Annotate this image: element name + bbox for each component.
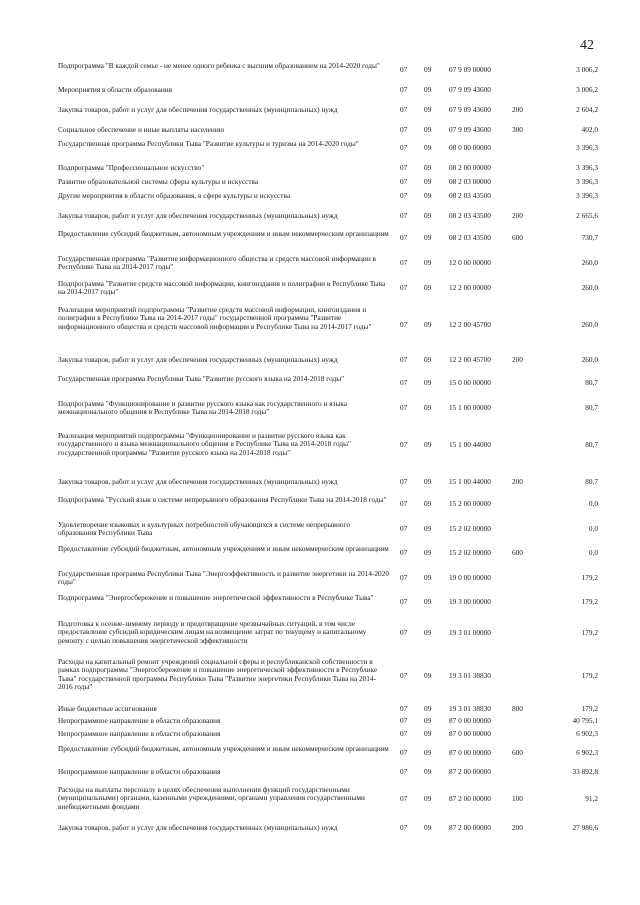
row-section: 07 xyxy=(400,125,408,134)
row-amount: 6 902,3 xyxy=(576,729,598,738)
row-name: Подпрограмма "Русский язык в системе непрерывного образования Республики Тыва на 2014-2018 годы" xyxy=(58,495,387,504)
row-target-code: 08 2 03 43500 xyxy=(449,233,491,242)
row-subsection: 09 xyxy=(424,65,432,74)
row-target-code: 07 9 09 00000 xyxy=(449,65,491,74)
row-section: 07 xyxy=(400,597,408,606)
row-section: 07 xyxy=(400,233,408,242)
row-amount: 2 604,2 xyxy=(576,105,598,114)
row-section: 07 xyxy=(400,477,408,486)
row-target-code: 87 2 00 00000 xyxy=(449,767,491,776)
row-section: 07 xyxy=(400,258,408,267)
row-subsection: 09 xyxy=(424,823,432,832)
row-target-code: 19 3 01 38830 xyxy=(449,704,491,713)
row-subsection: 09 xyxy=(424,729,432,738)
row-subsection: 09 xyxy=(424,524,432,533)
row-target-code: 08 2 03 43500 xyxy=(449,191,491,200)
row-name: Подпрограмма "Развитие средств массовой информации, книгоиздания и полиграфии в Республике Тыва на 2014-2017 годы" xyxy=(58,279,386,297)
row-subsection: 09 xyxy=(424,704,432,713)
row-target-code: 15 1 00 00000 xyxy=(449,403,491,412)
row-subsection: 09 xyxy=(424,440,432,449)
row-name: Закупка товаров, работ и услуг для обеспечения государственных (муниципальных) нужд xyxy=(58,105,338,114)
row-section: 07 xyxy=(400,320,408,329)
row-subsection: 09 xyxy=(424,143,432,152)
row-subsection: 09 xyxy=(424,794,432,803)
row-amount: 260,0 xyxy=(581,258,598,267)
row-amount: 3 396,3 xyxy=(576,177,598,186)
row-target-code: 15 0 00 00000 xyxy=(449,378,491,387)
row-amount: 3 396,3 xyxy=(576,143,598,152)
row-name: Предоставление субсидий бюджетным, автономным учреждениям и иным некоммерческим организациям xyxy=(58,744,389,753)
row-amount: 27 986,6 xyxy=(572,823,598,832)
row-target-code: 15 2 02 00000 xyxy=(449,524,491,533)
row-expense-type: 200 xyxy=(512,477,523,486)
row-amount: 179,2 xyxy=(581,628,598,637)
row-name: Закупка товаров, работ и услуг для обеспечения государственных (муниципальных) нужд xyxy=(58,355,338,364)
row-target-code: 08 2 03 00000 xyxy=(449,177,491,186)
row-subsection: 09 xyxy=(424,477,432,486)
row-name: Социальное обеспечение и иные выплаты населению xyxy=(58,125,225,134)
row-name: Расходы на выплаты персоналу в целях обеспечения выполнения функций государственными (муниципальными) органами, казенными учреждениями, органами управления государственными внебюджетными фондами xyxy=(58,785,365,811)
row-name: Непрограммное направление в области образования xyxy=(58,767,221,776)
row-name: Мероприятия в области образования xyxy=(58,85,172,94)
row-name: Государственная программа Республики Тыва "Развитие русского языка на 2014-2018 годы" xyxy=(58,374,345,383)
row-target-code: 19 3 00 00000 xyxy=(449,597,491,606)
row-section: 07 xyxy=(400,767,408,776)
row-target-code: 15 1 00 44000 xyxy=(449,440,491,449)
row-amount: 0,0 xyxy=(588,499,598,508)
row-target-code: 19 3 01 38830 xyxy=(449,671,491,680)
row-amount: 260,0 xyxy=(581,283,598,292)
row-amount: 80,7 xyxy=(585,378,598,387)
row-name: Подпрограмма "Энергосбережение и повышение энергетической эффективности в Республике Тыва" xyxy=(58,593,374,602)
row-subsection: 09 xyxy=(424,85,432,94)
row-amount: 402,0 xyxy=(581,125,598,134)
row-target-code: 07 9 09 43600 xyxy=(449,85,491,94)
row-subsection: 09 xyxy=(424,233,432,242)
row-name: Государственная программа "Развитие информационного общества и средств массовой информации в Республике Тыва на 2014-2017 годы" xyxy=(58,254,376,272)
row-subsection: 09 xyxy=(424,748,432,757)
row-subsection: 09 xyxy=(424,163,432,172)
row-section: 07 xyxy=(400,573,408,582)
row-name: Закупка товаров, работ и услуг для обеспечения государственных (муниципальных) нужд xyxy=(58,823,338,832)
row-target-code: 15 2 00 00000 xyxy=(449,499,491,508)
row-target-code: 08 0 00 00000 xyxy=(449,143,491,152)
row-target-code: 19 3 01 00000 xyxy=(449,628,491,637)
row-expense-type: 600 xyxy=(512,548,523,557)
row-name: Подпрограмма "В каждой семье - не менее одного ребенка с высшим образованием на 2014-2020 годы" xyxy=(58,61,380,70)
row-target-code: 15 1 00 44000 xyxy=(449,477,491,486)
row-subsection: 09 xyxy=(424,191,432,200)
row-name: Развитие образовательной системы сферы культуры и искусства xyxy=(58,177,259,186)
row-amount: 33 892,8 xyxy=(572,767,598,776)
row-section: 07 xyxy=(400,191,408,200)
row-expense-type: 100 xyxy=(512,794,523,803)
row-subsection: 09 xyxy=(424,499,432,508)
row-name: Расходы на капитальный ремонт учреждений социальной сферы и республиканской собственности в рамках подпрограммы "Энергосбережение и повышение энергетической эффективности в Республике Тыва" государственной программы Республики Тыва "Развитие энергетики Республики Тыва на 2014-2016 годы" xyxy=(58,657,378,692)
row-section: 07 xyxy=(400,716,408,725)
row-subsection: 09 xyxy=(424,403,432,412)
row-subsection: 09 xyxy=(424,211,432,220)
row-subsection: 09 xyxy=(424,671,432,680)
row-section: 07 xyxy=(400,163,408,172)
row-subsection: 09 xyxy=(424,767,432,776)
row-subsection: 09 xyxy=(424,125,432,134)
row-subsection: 09 xyxy=(424,355,432,364)
row-target-code: 12 2 00 45700 xyxy=(449,355,491,364)
row-section: 07 xyxy=(400,283,408,292)
row-name: Непрограммное направление в области образования xyxy=(58,716,221,725)
row-target-code: 12 2 00 45700 xyxy=(449,320,491,329)
row-target-code: 87 2 00 00000 xyxy=(449,823,491,832)
row-expense-type: 600 xyxy=(512,748,523,757)
row-name: Реализация мероприятий подпрограммы "Развитие средств массовой информации, книгоиздания и полиграфии в Республике Тыва на 2014-2017 годы" государственной программы "Развитие информационного общества и средств массовой информации в Республике Тыва на 2014-2017 годы" xyxy=(58,305,372,331)
row-amount: 3 396,3 xyxy=(576,191,598,200)
row-name: Предоставление субсидий бюджетным, автономным учреждениям и иным некоммерческим организациям xyxy=(58,544,389,553)
row-subsection: 09 xyxy=(424,628,432,637)
row-subsection: 09 xyxy=(424,573,432,582)
page-number: 42 xyxy=(580,38,594,53)
row-amount: 260,0 xyxy=(581,355,598,364)
row-target-code: 08 2 00 00000 xyxy=(449,163,491,172)
row-section: 07 xyxy=(400,65,408,74)
row-section: 07 xyxy=(400,440,408,449)
row-section: 07 xyxy=(400,105,408,114)
row-amount: 80,7 xyxy=(585,477,598,486)
row-target-code: 19 0 00 00000 xyxy=(449,573,491,582)
row-section: 07 xyxy=(400,794,408,803)
row-subsection: 09 xyxy=(424,105,432,114)
row-amount: 179,2 xyxy=(581,573,598,582)
row-target-code: 07 9 09 43600 xyxy=(449,105,491,114)
row-subsection: 09 xyxy=(424,378,432,387)
row-target-code: 87 0 00 00000 xyxy=(449,716,491,725)
row-section: 07 xyxy=(400,704,408,713)
row-amount: 80,7 xyxy=(585,403,598,412)
row-name: Предоставление субсидий бюджетным, автономным учреждениям и иным некоммерческим организациям xyxy=(58,229,389,238)
row-name: Закупка товаров, работ и услуг для обеспечения государственных (муниципальных) нужд xyxy=(58,211,338,220)
row-subsection: 09 xyxy=(424,258,432,267)
row-section: 07 xyxy=(400,748,408,757)
row-name: Подпрограмма "Профессиональное искусство" xyxy=(58,163,205,172)
row-amount: 2 665,6 xyxy=(576,211,598,220)
row-target-code: 15 2 02 00000 xyxy=(449,548,491,557)
row-target-code: 08 2 03 43500 xyxy=(449,211,491,220)
row-section: 07 xyxy=(400,85,408,94)
row-section: 07 xyxy=(400,671,408,680)
row-subsection: 09 xyxy=(424,548,432,557)
row-section: 07 xyxy=(400,403,408,412)
row-section: 07 xyxy=(400,211,408,220)
row-target-code: 12 2 00 00000 xyxy=(449,283,491,292)
row-name: Государственная программа Республики Тыва "Энергоэффективность и развитие энергетики на 2014-2020 годы" xyxy=(58,569,390,587)
row-subsection: 09 xyxy=(424,177,432,186)
row-section: 07 xyxy=(400,729,408,738)
row-expense-type: 600 xyxy=(512,233,523,242)
row-name: Подготовка к осенне-зимнему периоду и предотвращение чрезвычайных ситуаций, в том числе предоставление субсидий юридическим лицам на возмещение затрат по текущему и капитальному ремонту с целью повышения энергетической эффективности xyxy=(58,619,367,645)
row-section: 07 xyxy=(400,378,408,387)
row-expense-type: 200 xyxy=(512,355,523,364)
row-section: 07 xyxy=(400,499,408,508)
row-amount: 40 795,1 xyxy=(572,716,598,725)
row-section: 07 xyxy=(400,628,408,637)
row-amount: 80,7 xyxy=(585,440,598,449)
row-name: Государственная программа Республики Тыва "Развитие культуры и туризма на 2014-2020 годы" xyxy=(58,139,359,148)
row-amount: 3 006,2 xyxy=(576,65,598,74)
row-amount: 260,0 xyxy=(581,320,598,329)
row-target-code: 07 9 09 43600 xyxy=(449,125,491,134)
row-amount: 91,2 xyxy=(585,794,598,803)
row-target-code: 12 0 00 00000 xyxy=(449,258,491,267)
row-amount: 3 396,3 xyxy=(576,163,598,172)
row-name: Реализация мероприятий подпрограммы "Функционирование и развитие русского языка как государственного и языка межнационального общения в Республике Тыва на 2014-2018 годы" государственной программы "Развитие русского языка на 2014-2018 годы" xyxy=(58,431,351,457)
row-section: 07 xyxy=(400,355,408,364)
row-section: 07 xyxy=(400,143,408,152)
row-subsection: 09 xyxy=(424,320,432,329)
row-amount: 179,2 xyxy=(581,671,598,680)
row-target-code: 87 2 00 00000 xyxy=(449,794,491,803)
row-section: 07 xyxy=(400,177,408,186)
row-expense-type: 200 xyxy=(512,105,523,114)
row-expense-type: 200 xyxy=(512,823,523,832)
row-section: 07 xyxy=(400,524,408,533)
row-name: Удовлетворение языковых и культурных потребностей обучающихся в системе непрерывного образования Республики Тыва xyxy=(58,520,351,538)
row-target-code: 87 0 00 00000 xyxy=(449,748,491,757)
row-name: Непрограммное направление в области образования xyxy=(58,729,221,738)
row-section: 07 xyxy=(400,823,408,832)
row-section: 07 xyxy=(400,548,408,557)
row-expense-type: 800 xyxy=(512,704,523,713)
row-subsection: 09 xyxy=(424,716,432,725)
row-amount: 730,7 xyxy=(581,233,598,242)
row-name: Другие мероприятия в области образования, в сфере культуры и искусства xyxy=(58,191,291,200)
row-amount: 179,2 xyxy=(581,597,598,606)
row-amount: 179,2 xyxy=(581,704,598,713)
row-name: Иные бюджетные ассигнования xyxy=(58,704,157,713)
row-expense-type: 200 xyxy=(512,211,523,220)
row-subsection: 09 xyxy=(424,283,432,292)
row-amount: 0,0 xyxy=(588,524,598,533)
row-name: Подпрограмма "Функционирование и развитие русского языка как государственного и языка межнационального общения в Республике Тыва на 2014-2018 годы" xyxy=(58,399,348,417)
row-name: Закупка товаров, работ и услуг для обеспечения государственных (муниципальных) нужд xyxy=(58,477,338,486)
row-amount: 3 006,2 xyxy=(576,85,598,94)
row-subsection: 09 xyxy=(424,597,432,606)
row-target-code: 87 0 00 00000 xyxy=(449,729,491,738)
row-amount: 0,0 xyxy=(588,548,598,557)
row-expense-type: 300 xyxy=(512,125,523,134)
row-amount: 6 902,3 xyxy=(576,748,598,757)
